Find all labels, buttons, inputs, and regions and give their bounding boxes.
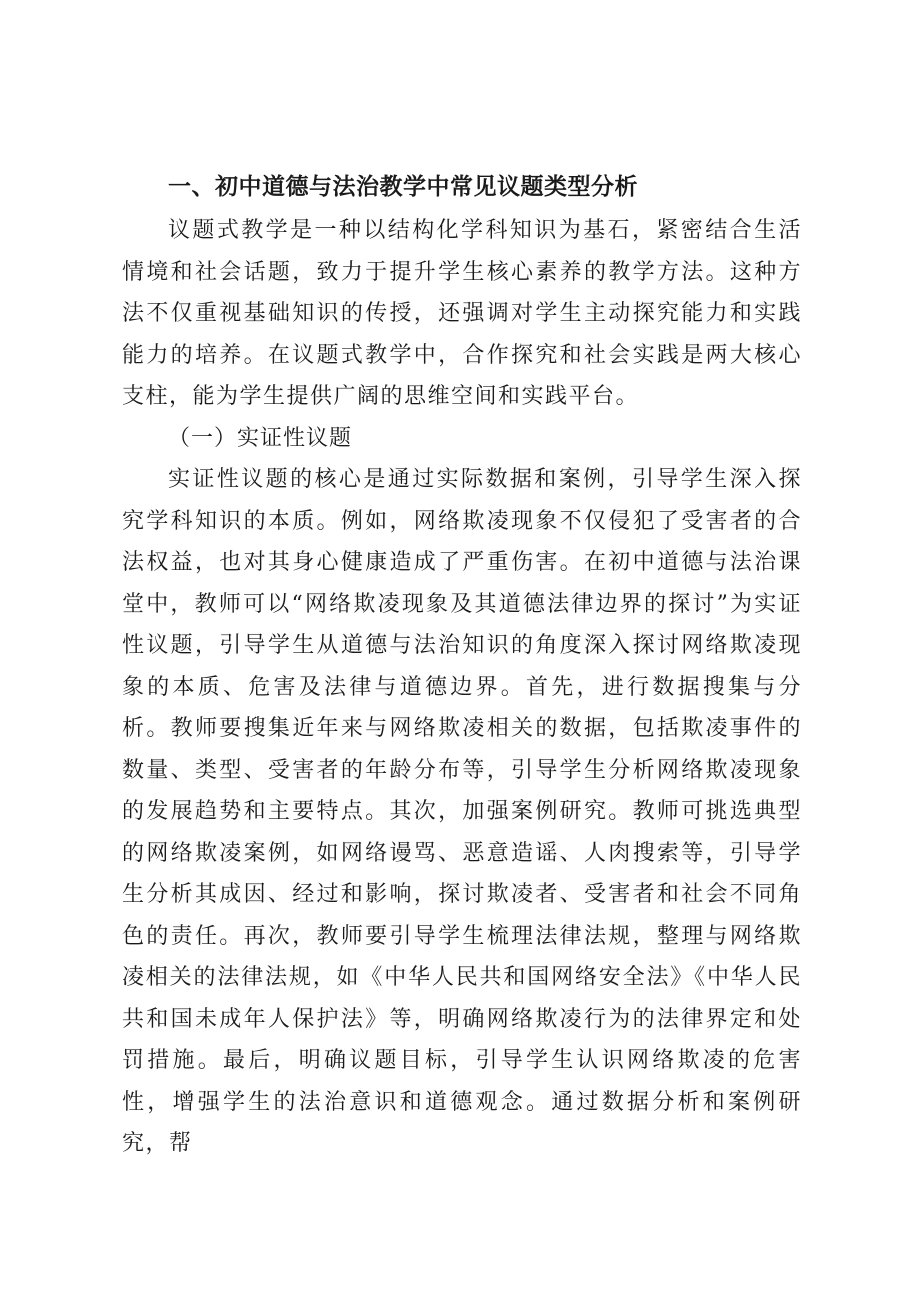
- section-heading: 一、初中道德与法治教学中常见议题类型分析: [168, 174, 638, 200]
- body-paragraph: 实证性议题的核心是通过实际数据和案例，引导学生深入探究学科知识的本质。例如，网络欺凌现象不仅侵犯了受害者的合法权益，也对其身心健康造成了严重伤害。在初中道德与法治课堂中，教师可以“网络欺凌现象及其道德法律边界的探讨”为实证性议题，引导学生从道德与法治知识的角度深入探讨网络欺凌现象的本质、危害及法律与道德边界。首先，进行数据搜集与分析。教师要搜集近年来与网络欺凌相关的数据，包括欺凌事件的数量、类型、受害者的年龄分布等，引导学生分析网络欺凌现象的发展趋势和主要特点。其次，加强案例研究。教师可挑选典型的网络欺凌案例，如网络谩骂、恶意造谣、人肉搜索等，引导学生分析其成因、经过和影响，探讨欺凌者、受害者和社会不同角色的责任。再次，教师要引导学生梳理法律法规，整理与网络欺凌相关的法律法规，如《中华人民共和国网络安全法》《中华人民共和国未成年人保护法》等，明确网络欺凌行为的法律界定和处罚措施。最后，明确议题目标，引导学生认识网络欺凌的危害性，增强学生的法治意识和道德观念。通过数据分析和案例研究，帮: [122, 467, 802, 1156]
- intro-paragraph: 议题式教学是一种以结构化学科知识为基石，紧密结合生活情境和社会话题，致力于提升学生核心素养的教学方法。这种方法不仅重视基础知识的传授，还强调对学生主动探究能力和实践能力的培养。在议题式教学中，合作探究和社会实践是两大核心支柱，能为学生提供广阔的思维空间和实践平台。: [122, 218, 802, 409]
- document-body: [122, 168, 802, 1165]
- subsection-heading: （一）实证性议题: [168, 425, 353, 451]
